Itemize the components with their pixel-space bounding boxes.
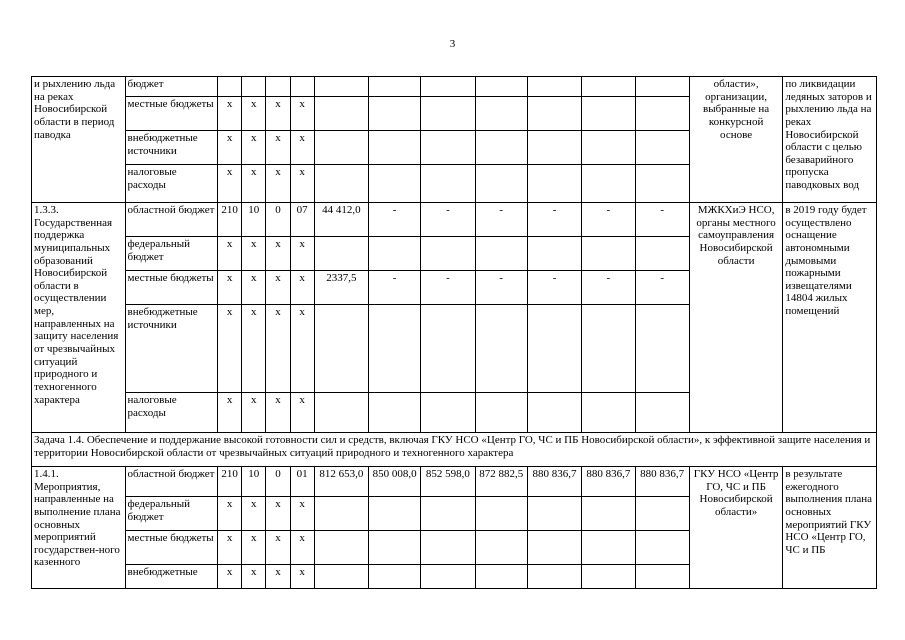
amount-cell [314, 77, 368, 97]
amount-cell: 880 836,7 [527, 467, 581, 497]
amount-cell [368, 565, 420, 589]
budget-code-cell: x [218, 565, 242, 589]
amount-cell [475, 497, 527, 531]
amount-cell [368, 165, 420, 203]
page-number: 3 [449, 38, 456, 50]
amount-cell [475, 97, 527, 131]
amount-cell [635, 131, 689, 165]
amount-cell [314, 393, 368, 433]
amount-cell [582, 531, 635, 565]
budget-code-cell: x [242, 271, 266, 305]
budget-code-cell: x [242, 131, 266, 165]
amount-cell: - [475, 203, 527, 237]
amount-cell: 852 598,0 [421, 467, 475, 497]
amount-cell [421, 77, 475, 97]
budget-code-cell: x [266, 531, 290, 565]
funding-source-cell: местные бюджеты [125, 531, 218, 565]
budget-code-cell: 01 [290, 467, 314, 497]
budget-code-cell: x [242, 305, 266, 393]
amount-cell [314, 97, 368, 131]
budget-code-cell: x [266, 393, 290, 433]
amount-cell [475, 531, 527, 565]
amount-cell [314, 165, 368, 203]
measure-name-cell: 1.3.3. Государственная поддержка муниципальных образований Новосибирской области в осуществлении мер, направленных на защиту населения от чрезвычайных ситуаций природного и техногенного характера [32, 203, 126, 433]
budget-code-cell: x [242, 165, 266, 203]
budget-code-cell: x [290, 565, 314, 589]
amount-cell [475, 305, 527, 393]
budget-code-cell: 0 [266, 203, 290, 237]
amount-cell [582, 305, 635, 393]
funding-source-cell: внебюджетные источники [125, 305, 218, 393]
budget-code-cell: x [242, 531, 266, 565]
amount-cell [421, 165, 475, 203]
amount-cell [421, 497, 475, 531]
funding-source-cell: федеральный бюджет [125, 497, 218, 531]
amount-cell [475, 393, 527, 433]
amount-cell [368, 497, 420, 531]
amount-cell [421, 237, 475, 271]
amount-cell [635, 77, 689, 97]
budget-code-cell: x [290, 271, 314, 305]
program-table [31, 76, 877, 589]
budget-code-cell [242, 77, 266, 97]
budget-code-cell: x [290, 305, 314, 393]
amount-cell: 812 653,0 [314, 467, 368, 497]
budget-code-cell: x [266, 237, 290, 271]
amount-cell [421, 131, 475, 165]
amount-cell [527, 305, 581, 393]
table-row [32, 203, 877, 237]
budget-code-cell: x [218, 97, 242, 131]
budget-code-cell: x [242, 565, 266, 589]
amount-cell [635, 531, 689, 565]
budget-code-cell: x [290, 131, 314, 165]
budget-code-cell: x [242, 97, 266, 131]
executor-cell: области», организации, выбранные на конкурсной основе [689, 77, 783, 203]
funding-source-cell: местные бюджеты [125, 97, 218, 131]
amount-cell: - [635, 203, 689, 237]
amount-cell [421, 531, 475, 565]
amount-cell [527, 97, 581, 131]
amount-cell [368, 393, 420, 433]
amount-cell [527, 237, 581, 271]
amount-cell [527, 165, 581, 203]
budget-code-cell: x [290, 97, 314, 131]
funding-source-cell: областной бюджет [125, 467, 218, 497]
amount-cell [635, 237, 689, 271]
budget-code-cell: 07 [290, 203, 314, 237]
task-row [32, 433, 877, 467]
budget-code-cell: x [218, 531, 242, 565]
amount-cell [582, 393, 635, 433]
amount-cell: - [582, 271, 635, 305]
budget-code-cell: x [218, 237, 242, 271]
amount-cell [527, 565, 581, 589]
amount-cell [582, 77, 635, 97]
amount-cell [635, 497, 689, 531]
funding-source-cell: внебюджетные [125, 565, 218, 589]
executor-cell: МЖКХиЭ НСО, органы местного самоуправления Новосибирской области [689, 203, 783, 433]
budget-code-cell: x [218, 271, 242, 305]
amount-cell: - [527, 271, 581, 305]
budget-code-cell: x [290, 497, 314, 531]
budget-code-cell: x [266, 97, 290, 131]
amount-cell [527, 131, 581, 165]
amount-cell [527, 531, 581, 565]
funding-source-cell: налоговые расходы [125, 393, 218, 433]
amount-cell [582, 165, 635, 203]
budget-code-cell [266, 77, 290, 97]
amount-cell [635, 565, 689, 589]
amount-cell [582, 565, 635, 589]
amount-cell [368, 531, 420, 565]
budget-code-cell: x [290, 531, 314, 565]
budget-code-cell: x [290, 165, 314, 203]
amount-cell: - [368, 203, 420, 237]
amount-cell [582, 131, 635, 165]
budget-code-cell: 10 [242, 203, 266, 237]
amount-cell [475, 165, 527, 203]
amount-cell [582, 97, 635, 131]
amount-cell [635, 97, 689, 131]
amount-cell [314, 237, 368, 271]
budget-code-cell: x [266, 131, 290, 165]
funding-source-cell: налоговые расходы [125, 165, 218, 203]
amount-cell [368, 131, 420, 165]
amount-cell [475, 565, 527, 589]
budget-code-cell: 210 [218, 467, 242, 497]
executor-cell: ГКУ НСО «Центр ГО, ЧС и ПБ Новосибирской области» [689, 467, 783, 589]
amount-cell: 850 008,0 [368, 467, 420, 497]
amount-cell [635, 393, 689, 433]
budget-code-cell: x [242, 237, 266, 271]
amount-cell [421, 305, 475, 393]
amount-cell: - [582, 203, 635, 237]
amount-cell [475, 237, 527, 271]
amount-cell [314, 497, 368, 531]
budget-code-cell: x [266, 165, 290, 203]
amount-cell [421, 97, 475, 131]
budget-code-cell: x [266, 305, 290, 393]
amount-cell [421, 393, 475, 433]
amount-cell: 880 836,7 [635, 467, 689, 497]
funding-source-cell: бюджет [125, 77, 218, 97]
amount-cell [368, 305, 420, 393]
amount-cell: - [635, 271, 689, 305]
expected-result-cell: в 2019 году будет осуществлено оснащение автономными дымовыми пожарными извещателями 14804 жилых помещений [783, 203, 877, 433]
budget-code-cell: x [218, 131, 242, 165]
funding-source-cell: федеральный бюджет [125, 237, 218, 271]
amount-cell [527, 497, 581, 531]
amount-cell: - [527, 203, 581, 237]
budget-code-cell: x [290, 393, 314, 433]
budget-code-cell [218, 77, 242, 97]
budget-code-cell: x [242, 497, 266, 531]
amount-cell [527, 77, 581, 97]
amount-cell [527, 393, 581, 433]
budget-code-cell: x [242, 393, 266, 433]
amount-cell: - [368, 271, 420, 305]
expected-result-cell: по ликвидации ледяных заторов и рыхлению льда на реках Новосибирской области с целью безаварийного пропуска паводковых вод [783, 77, 877, 203]
budget-code-cell: x [266, 271, 290, 305]
budget-code-cell: x [266, 565, 290, 589]
budget-code-cell: 0 [266, 467, 290, 497]
budget-code-cell: 10 [242, 467, 266, 497]
amount-cell: 2337,5 [314, 271, 368, 305]
funding-source-cell: областной бюджет [125, 203, 218, 237]
amount-cell [314, 305, 368, 393]
measure-name-cell: 1.4.1. Мероприятия, направленные на выполнение плана основных мероприятий государствен-ного казенного [32, 467, 126, 589]
amount-cell [475, 131, 527, 165]
budget-code-cell: x [218, 393, 242, 433]
amount-cell [368, 77, 420, 97]
amount-cell: - [421, 271, 475, 305]
amount-cell [582, 237, 635, 271]
amount-cell: 44 412,0 [314, 203, 368, 237]
amount-cell: 880 836,7 [582, 467, 635, 497]
amount-cell [635, 305, 689, 393]
funding-source-cell: внебюджетные источники [125, 131, 218, 165]
amount-cell [475, 77, 527, 97]
amount-cell: - [421, 203, 475, 237]
amount-cell [368, 237, 420, 271]
amount-cell [314, 565, 368, 589]
amount-cell [635, 165, 689, 203]
amount-cell: - [475, 271, 527, 305]
amount-cell: 872 882,5 [475, 467, 527, 497]
budget-code-cell: x [218, 165, 242, 203]
budget-code-cell: x [218, 305, 242, 393]
measure-name-cell: и рыхлению льда на реках Новосибирской области в период паводка [32, 77, 126, 203]
budget-code-cell: x [266, 497, 290, 531]
task-heading: Задача 1.4. Обеспечение и поддержание высокой готовности сил и средств, включая ГКУ НСО «Центр ГО, ЧС и ПБ Новосибирской области», к эффективной защите населения и территории Новосибирской области от чрезвычайных ситуаций природного и техногенного характера [32, 433, 877, 467]
funding-source-cell: местные бюджеты [125, 271, 218, 305]
amount-cell [314, 131, 368, 165]
table-row [32, 77, 877, 97]
amount-cell [314, 531, 368, 565]
budget-code-cell: 210 [218, 203, 242, 237]
amount-cell [582, 497, 635, 531]
table-row [32, 467, 877, 497]
budget-code-cell: x [290, 237, 314, 271]
expected-result-cell: в результате ежегодного выполнения плана основных мероприятий ГКУ НСО «Центр ГО, ЧС и ПБ [783, 467, 877, 589]
amount-cell [421, 565, 475, 589]
budget-code-cell: x [218, 497, 242, 531]
amount-cell [368, 97, 420, 131]
budget-code-cell [290, 77, 314, 97]
